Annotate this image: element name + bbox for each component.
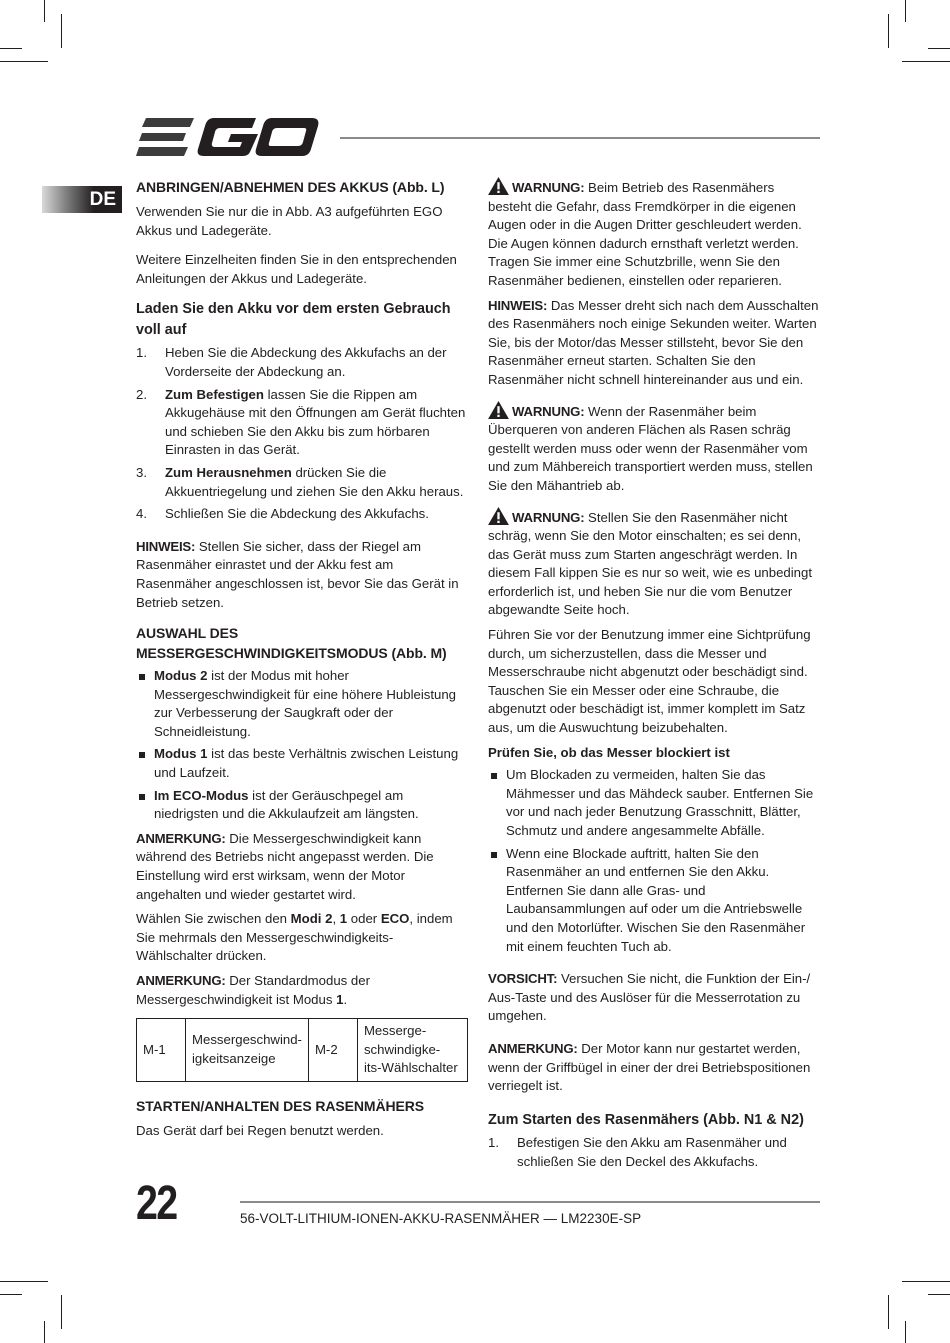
crop-mark xyxy=(0,1294,22,1295)
list-item: 2. Zum Befestigen lassen Sie die Rippen am Akkugehäuse mit den Öffnungen am Gerät fluchten und schieben Sie den Akku bis zum hörbaren Einrasten in das Gerät. xyxy=(136,386,466,458)
crop-mark xyxy=(928,48,950,49)
paragraph-switch: Wählen Sie zwischen den Modi 2, 1 oder ECO, indem Sie mehrmals den Messergeschwindigkeits-Wählschalter drücken. xyxy=(136,911,453,964)
section-heading-speed-mode: AUSWAHL DES MESSERGESCHWINDIGKEITSMODUS (Abb. M) xyxy=(136,625,447,662)
crop-mark xyxy=(61,14,62,48)
crop-mark xyxy=(44,1321,45,1343)
table-cell: M-2 xyxy=(308,1019,357,1082)
warning-triangle-icon xyxy=(488,401,509,419)
bullet-square-icon xyxy=(139,794,145,800)
footer-title: 56-VOLT-LITHIUM-IONEN-AKKU-RASENMÄHER — LM2230E-SP xyxy=(240,1211,642,1226)
header-rule xyxy=(340,137,820,139)
bullet-square-icon xyxy=(491,852,497,858)
paragraph: Verwenden Sie nur die in Abb. A3 aufgeführten EGO Akkus und Ladegeräte. xyxy=(136,204,443,238)
subheading-start-mower: Zum Starten des Rasenmähers (Abb. N1 & N2) xyxy=(488,1111,804,1128)
note-hinweis: HINWEIS: Das Messer dreht sich nach dem Ausschalten des Rasenmähers noch einige Sekunden weiter. Warten Sie, bis der Motor/das Messer stillsteht, bevor Sie den Rasenmäher erneut starten. Schalten Sie den Rasenmäher nicht schnell hintereinander aus und ein. xyxy=(488,297,819,387)
crop-mark xyxy=(0,1281,48,1282)
bullet-square-icon xyxy=(139,674,145,680)
mode-list xyxy=(136,667,468,824)
battery-steps-list xyxy=(136,344,468,523)
list-item: 1. Heben Sie die Abdeckung des Akkufachs an der Vorderseite der Abdeckung an. xyxy=(136,345,447,379)
crop-mark xyxy=(0,61,48,62)
crop-mark xyxy=(902,61,950,62)
table-cell: Messergeschwind- igkeitsanzeige xyxy=(186,1019,309,1082)
subheading-charge: Laden Sie den Akku vor dem ersten Gebrauch voll auf xyxy=(136,301,451,338)
warning-triangle-icon xyxy=(488,507,509,525)
list-item: Um Blockaden zu vermeiden, halten Sie das Mähmesser und das Mähdeck sauber. Entfernen Sie vor und nach jeder Benutzung Grasschnitt, Blätter, Schmutz und andere angesammelte Abfälle. xyxy=(488,766,820,840)
table-row xyxy=(137,1019,468,1082)
warning-1: WARNUNG: Beim Betrieb des Rasenmähers besteht die Gefahr, dass Fremdkörper in die eigenen Augen oder in die Augen Dritter geschleudert werden. Die Augen können dadurch ernsthaft verletzt werden. Tragen Sie immer eine Schutzbrille, wenn Sie den Rasenmäher bedienen, einstellen oder reparieren. xyxy=(488,177,820,291)
language-code: DE xyxy=(89,189,116,210)
list-item: Modus 2 ist der Modus mit hoher Messergeschwindigkeit für eine höhere Hubleistung zur Verbesserung der Saugkraft oder der Schneidleistung. xyxy=(136,667,468,741)
list-item: Im ECO-Modus ist der Geräuschpegel am niedrigsten und die Akkulaufzeit am längsten. xyxy=(136,787,468,824)
table-cell: M-1 xyxy=(137,1019,186,1082)
mode-legend-table xyxy=(136,1018,468,1082)
caution-vorsicht: VORSICHT: Versuchen Sie nicht, die Funktion der Ein-/ Aus-Taste und des Auslöser für die Messerrotation zu umgehen. xyxy=(488,971,811,1024)
warning-triangle-icon xyxy=(488,177,509,195)
list-item: 1. Befestigen Sie den Akku am Rasenmäher und schließen Sie den Deckel des Akkufachs. xyxy=(488,1135,787,1169)
left-column xyxy=(136,177,468,1141)
crop-mark xyxy=(928,1294,950,1295)
bullet-square-icon xyxy=(491,773,497,779)
right-column xyxy=(488,177,820,1171)
note-hinweis: HINWEIS: Stellen Sie sicher, dass der Riegel am Rasenmäher einrastet und der Akku fest am Rasenmäher angeschlossen ist, bevor Sie das Gerät in Betrieb setzen. xyxy=(136,538,459,610)
paragraph-check: Führen Sie vor der Benutzung immer eine Sichtprüfung durch, um sicherzustellen, dass die Messer und Messerschraube nicht abgenutzt oder beschädigt sind. Tauschen Sie ein Messer oder eine Schraube, die abgenutzt oder beschädigt ist, immer komplett im Satz aus, um die Auswuchtung beizubehalten. xyxy=(488,627,811,736)
blockage-list xyxy=(488,766,820,956)
crop-mark xyxy=(61,1295,62,1329)
paragraph: Weitere Einzelheiten finden Sie in den entsprechenden Anleitungen der Akkus und Ladegeräte. xyxy=(136,252,457,286)
crop-mark xyxy=(905,0,906,22)
list-item: 4. Schließen Sie die Abdeckung des Akkufachs. xyxy=(136,506,429,522)
crop-mark xyxy=(0,48,22,49)
note-anmerkung-default: ANMERKUNG: Der Standardmodus der Messergeschwindigkeit ist Modus 1. xyxy=(136,973,370,1007)
warning-3: WARNUNG: Stellen Sie den Rasenmäher nicht schräg, wenn Sie den Motor einschalten; es sei denn, das Gerät muss zum Starten angeschrägt werden. In diesem Fall kippen Sie es nur so weit, wie es unbedingt erforderlich ist, und heben Sie nur die vom Benutzer abgewandte Seite hoch. xyxy=(488,507,820,621)
paragraph: Das Gerät darf bei Regen benutzt werden. xyxy=(136,1122,384,1138)
start-steps-list xyxy=(488,1134,820,1171)
crop-mark xyxy=(44,0,45,22)
crop-mark xyxy=(905,1321,906,1343)
ego-logo xyxy=(136,116,320,158)
warning-2: WARNUNG: Wenn der Rasenmäher beim Überqueren von anderen Flächen als Rasen schräg gestellt werden muss oder wenn der Rasenmäher vom und zum Mähbereich transportiert werden muss, stellen Sie den Mähantrieb ab. xyxy=(488,401,820,496)
section-heading-start-stop: STARTEN/ANHALTEN DES RASENMÄHERS xyxy=(136,1097,424,1114)
section-heading-battery: ANBRINGEN/ABNEHMEN DES AKKUS (Abb. L) xyxy=(136,179,445,195)
note-anmerkung: ANMERKUNG: Der Motor kann nur gestartet werden, wenn der Griffbügel in einer der drei Betriebspositionen verriegelt ist. xyxy=(488,1040,811,1094)
bullet-square-icon xyxy=(139,752,145,758)
crop-mark xyxy=(888,14,889,48)
table-cell: Messerge- schwindigke- its-Wählschalter xyxy=(357,1019,467,1082)
list-item: Wenn eine Blockade auftritt, halten Sie den Rasenmäher an und entfernen Sie den Akku. Entfernen Sie dann alle Gras- und Laubansammlungen auf oder um die Antriebswelle und den Motorlüfter. Wischen Sie den Rasenmäher mit einem feuchten Tuch ab. xyxy=(488,845,820,957)
list-item: 3. Zum Herausnehmen drücken Sie die Akkuentriegelung und ziehen Sie den Akku heraus. xyxy=(136,464,464,499)
page-number: 22 xyxy=(136,1177,177,1230)
language-tab xyxy=(42,186,122,213)
crop-mark xyxy=(888,1295,889,1329)
list-item: Modus 1 ist das beste Verhältnis zwischen Leistung und Laufzeit. xyxy=(136,745,468,782)
footer-rule xyxy=(240,1201,820,1203)
crop-mark xyxy=(902,1281,950,1282)
subheading-blockage: Prüfen Sie, ob das Messer blockiert ist xyxy=(488,744,730,760)
note-anmerkung: ANMERKUNG: Die Messergeschwindigkeit kann während des Betriebs nicht angepasst werden. Die Einstellung wird erst wirksam, wenn der Motor angehalten und wieder gestartet wird. xyxy=(136,830,434,902)
